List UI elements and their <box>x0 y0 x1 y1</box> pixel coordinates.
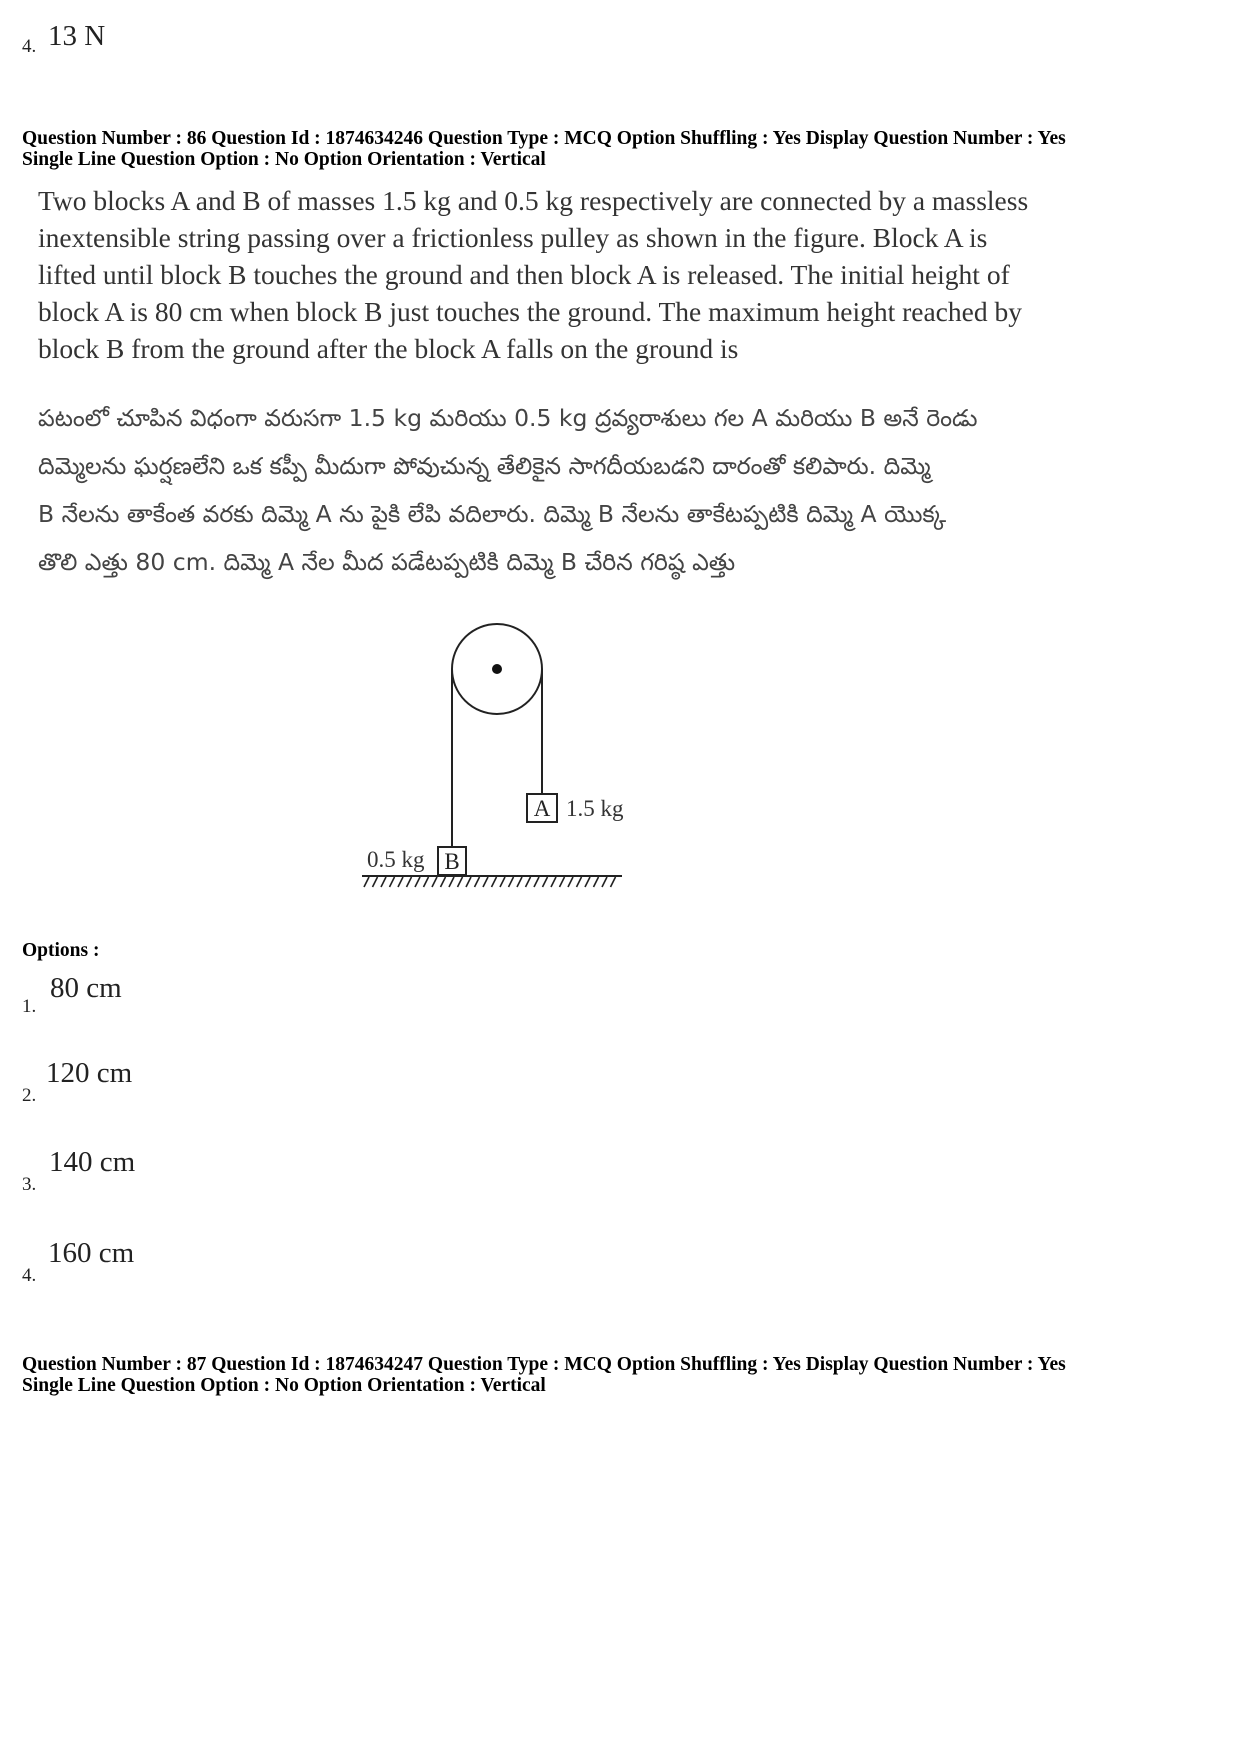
option-1-value[interactable]: 80 cm <box>50 972 122 1004</box>
option-2-value[interactable]: 120 cm <box>46 1057 133 1089</box>
english-line: block B from the ground after the block A falls on the ground is <box>38 333 739 364</box>
hatch-mark <box>594 877 599 887</box>
hatch-mark <box>526 877 531 887</box>
prev-option-value: 13 N <box>48 20 106 52</box>
pulley-figure <box>350 610 690 910</box>
hatch-mark <box>568 877 573 887</box>
hatch-mark <box>466 877 471 887</box>
question-87-meta-line1: Question Number : 87 Question Id : 1874634247 Question Type : MCQ Option Shuffling : Yes Display Question Number : Yes <box>22 1354 1066 1375</box>
english-line: block A is 80 cm when block B just touches the ground. The maximum height reached by <box>38 296 1022 327</box>
telugu-line: దిమ్మెలను ఘర్షణలేని ఒక కప్పీ మీదుగా పోవుచున్న తేలికైన సాగదీయబడని దారంతో కలిపారు. దిమ్మె <box>38 452 931 480</box>
option-4-number: 4. <box>22 1265 37 1286</box>
telugu-line: B నేలను తాకేంత వరకు దిమ్మె A ను పైకి లేపి వదిలారు. దిమ్మె B నేలను తాకేటప్పటికి దిమ్మె A యొక్క <box>38 500 947 528</box>
option-4-value[interactable]: 160 cm <box>48 1237 135 1269</box>
question-86-telugu-text <box>38 394 978 586</box>
hatch-mark <box>373 877 378 887</box>
option-1-number: 1. <box>22 996 37 1017</box>
option-3-number: 3. <box>22 1174 37 1195</box>
options-label: Options : <box>22 940 100 961</box>
hatch-mark <box>534 877 539 887</box>
ground-hatching <box>364 877 616 887</box>
english-line: Two blocks A and B of masses 1.5 kg and 0.5 kg respectively are connected by a massless <box>38 185 1029 216</box>
hatch-mark <box>611 877 616 887</box>
hatch-mark <box>441 877 446 887</box>
hatch-mark <box>407 877 412 887</box>
option-3-value[interactable]: 140 cm <box>49 1146 136 1178</box>
prev-option-number: 4. <box>22 36 37 57</box>
hatch-mark <box>483 877 488 887</box>
telugu-line: పటంలో చూపిన విధంగా వరుసగా 1.5 kg మరియు 0.5 kg ద్రవ్యరాశులు గల A మరియు B అనే రెండు <box>38 404 978 432</box>
hatch-mark <box>475 877 480 887</box>
question-86-meta-line1: Question Number : 86 Question Id : 1874634246 Question Type : MCQ Option Shuffling : Yes Display Question Number : Yes <box>22 128 1066 149</box>
hatch-mark <box>543 877 548 887</box>
hatch-mark <box>415 877 420 887</box>
hatch-mark <box>509 877 514 887</box>
block-a-label: A <box>533 796 551 821</box>
english-line: inextensible string passing over a frictionless pulley as shown in the figure. Block A is <box>38 222 988 253</box>
hatch-mark <box>551 877 556 887</box>
block-b-label: B <box>444 849 460 874</box>
option-2-number: 2. <box>22 1085 37 1106</box>
hatch-mark <box>492 877 497 887</box>
block-a-mass: 1.5 kg <box>566 796 624 821</box>
hatch-mark <box>424 877 429 887</box>
hatch-mark <box>449 877 454 887</box>
hatch-mark <box>585 877 590 887</box>
question-87-meta <box>22 1354 1066 1396</box>
question-86-meta-line2: Single Line Question Option : No Option Orientation : Vertical <box>22 149 546 170</box>
hatch-mark <box>602 877 607 887</box>
question-86-meta <box>22 128 1066 170</box>
hatch-mark <box>364 877 369 887</box>
hatch-mark <box>517 877 522 887</box>
hatch-mark <box>560 877 565 887</box>
block-b-mass: 0.5 kg <box>367 847 425 872</box>
english-line: lifted until block B touches the ground and then block A is released. The initial height of <box>38 259 1010 290</box>
pulley-axle <box>492 664 502 674</box>
hatch-mark <box>577 877 582 887</box>
hatch-mark <box>398 877 403 887</box>
question-87-meta-line2: Single Line Question Option : No Option Orientation : Vertical <box>22 1375 546 1396</box>
hatch-mark <box>458 877 463 887</box>
hatch-mark <box>381 877 386 887</box>
telugu-line: తొలి ఎత్తు 80 cm. దిమ్మె A నేల మీద పడేటప్పటికి దిమ్మె B చేరిన గరిష్ఠ ఎత్తు <box>38 548 736 576</box>
hatch-mark <box>432 877 437 887</box>
question-86-english-text <box>38 182 1028 367</box>
hatch-mark <box>500 877 505 887</box>
hatch-mark <box>390 877 395 887</box>
